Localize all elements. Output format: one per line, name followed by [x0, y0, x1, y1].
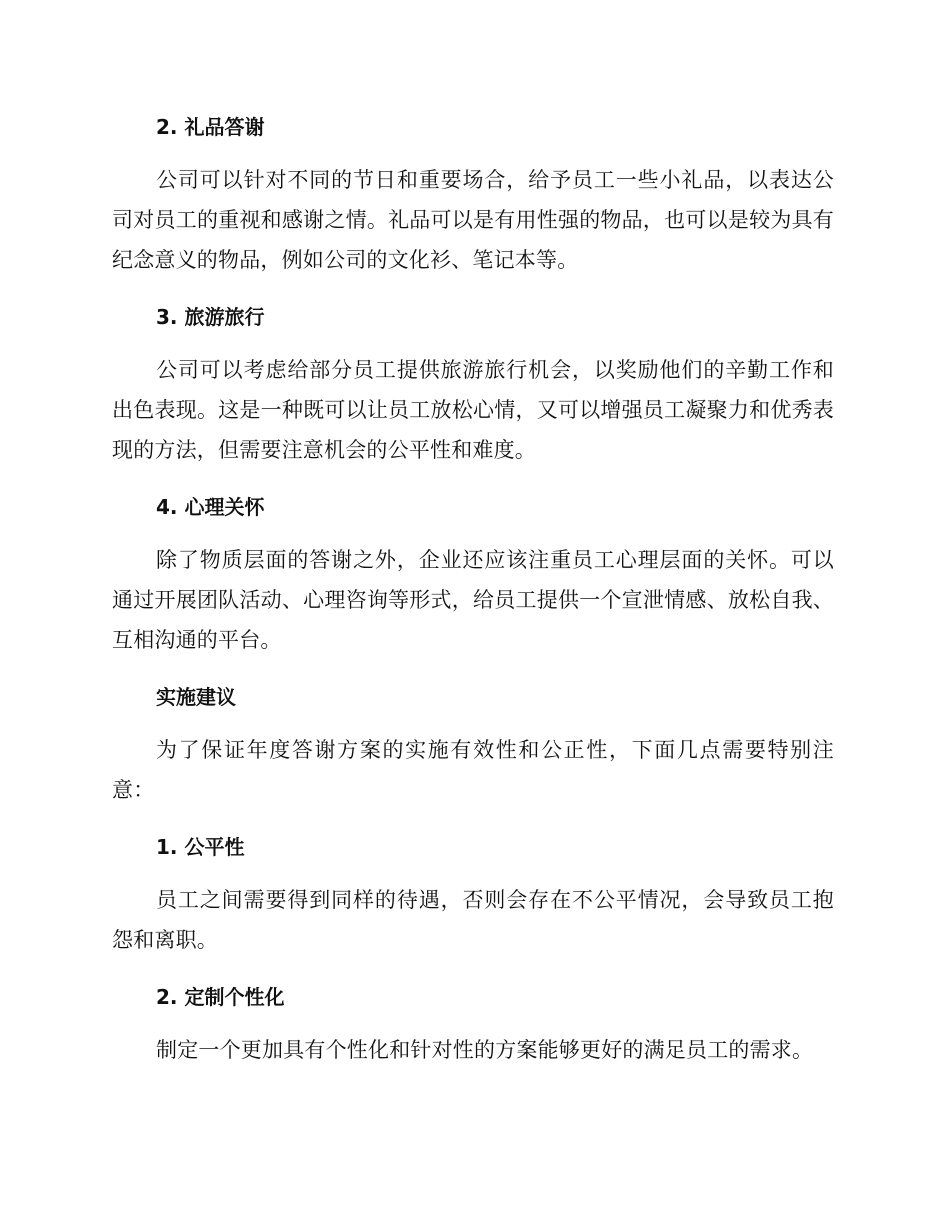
document-body: [112, 108, 834, 1088]
section-heading-customization: 2. 定制个性化: [156, 985, 285, 1009]
section-heading-travel: 3. 旅游旅行: [156, 305, 265, 329]
paragraph-customization: 制定一个更加具有个性化和针对性的方案能够更好的满足员工的需求。: [156, 1038, 814, 1062]
paragraph-implementation: 为了保证年度答谢方案的实施有效性和公正性，下面几点需要特别注意：: [112, 738, 834, 802]
paragraph-gift-thanks: 公司可以针对不同的节日和重要场合，给予员工一些小礼品，以表达公司对员工的重视和感谢之情。礼品可以是有用性强的物品，也可以是较为具有纪念意义的物品，例如公司的文化衫、笔记本等。: [112, 168, 834, 272]
section-heading-psych-care: 4. 心理关怀: [156, 495, 265, 519]
paragraph-psych-care: 除了物质层面的答谢之外，企业还应该注重员工心理层面的关怀。可以通过开展团队活动、心理咨询等形式，给员工提供一个宣泄情感、放松自我、互相沟通的平台。: [112, 548, 834, 652]
section-heading-implementation: 实施建议: [156, 685, 236, 709]
section-heading-fairness: 1. 公平性: [156, 835, 245, 859]
paragraph-travel: 公司可以考虑给部分员工提供旅游旅行机会，以奖励他们的辛勤工作和出色表现。这是一种既可以让员工放松心情，又可以增强员工凝聚力和优秀表现的方法，但需要注意机会的公平性和难度。: [112, 358, 834, 462]
section-heading-gift-thanks: 2. 礼品答谢: [156, 115, 265, 139]
paragraph-fairness: 员工之间需要得到同样的待遇，否则会存在不公平情况，会导致员工抱怨和离职。: [112, 888, 834, 952]
